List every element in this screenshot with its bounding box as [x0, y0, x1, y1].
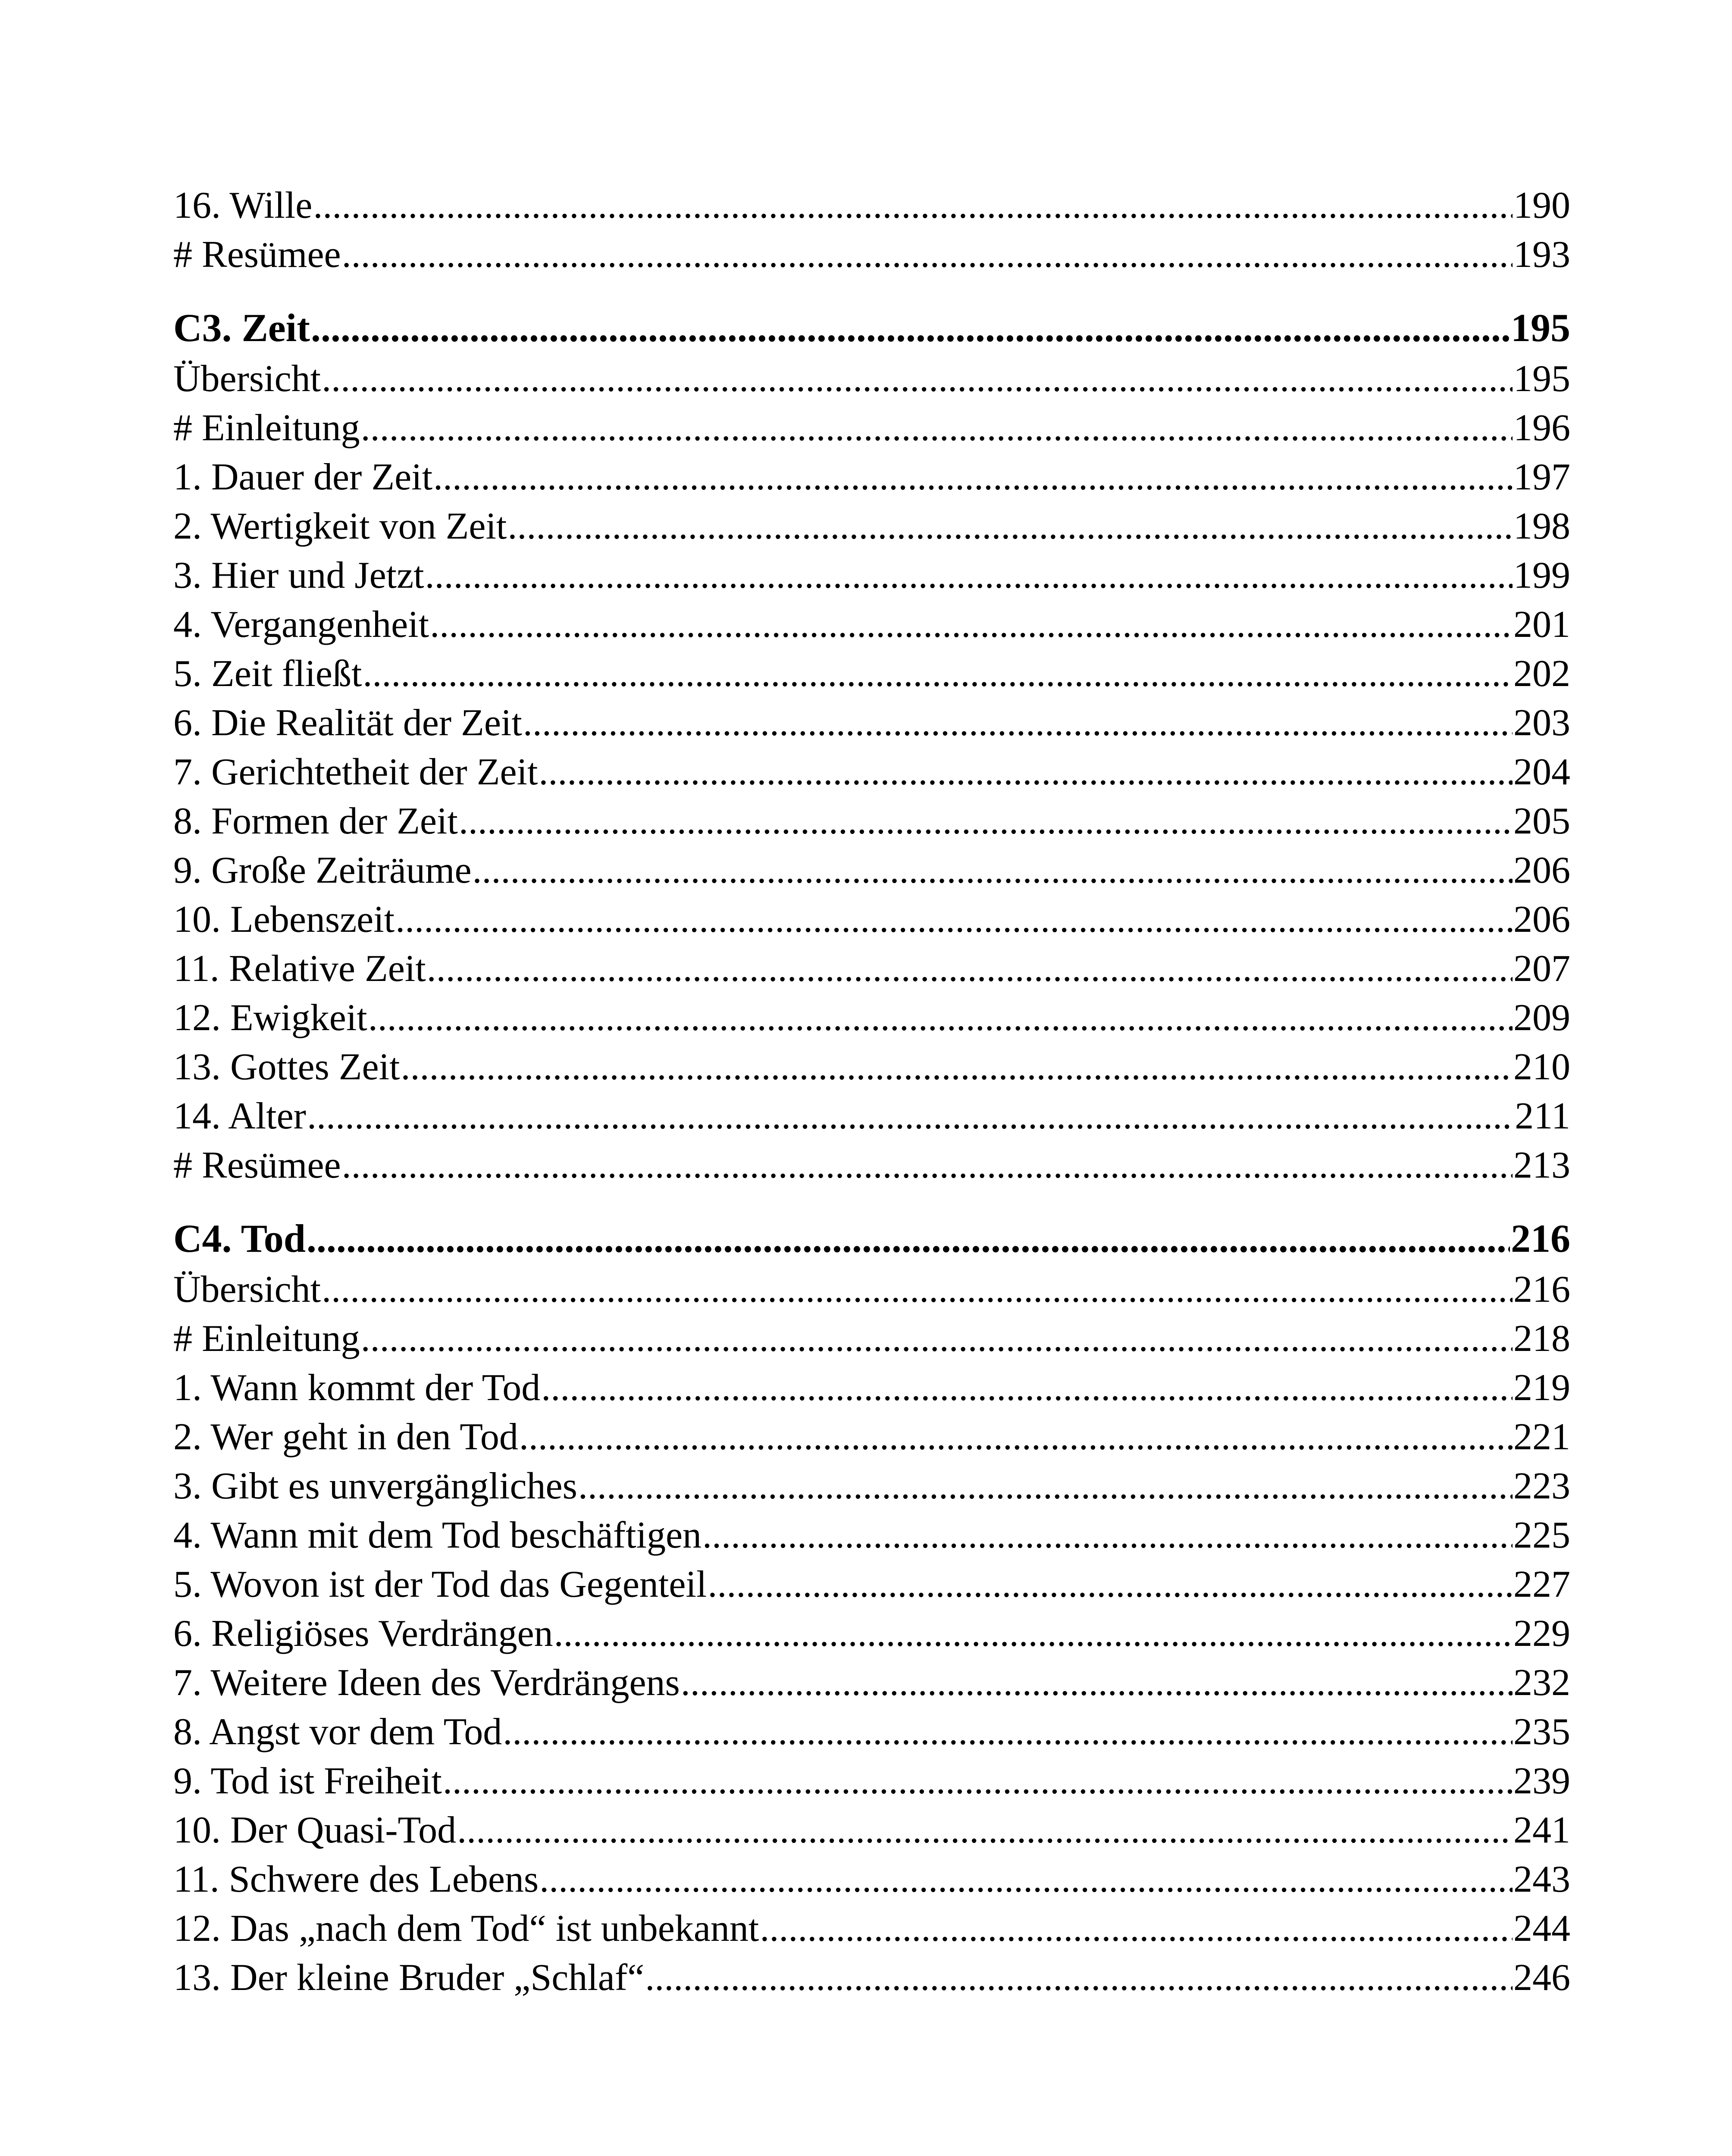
- toc-entry[interactable]: [173, 1265, 1570, 1314]
- toc-dot-leader: [539, 748, 1513, 797]
- toc-entry-title: C3. Zeit: [173, 306, 310, 350]
- toc-entry-title: 7. Gerichtetheit der Zeit: [173, 751, 538, 793]
- toc-dot-leader: [645, 1953, 1513, 2002]
- toc-entry-page-number: 219: [1513, 1367, 1570, 1409]
- toc-dot-leader: [311, 301, 1510, 354]
- toc-entry-page-number: 216: [1513, 1269, 1570, 1310]
- toc-entry-title: # Einleitung: [173, 407, 360, 449]
- toc-entry[interactable]: [173, 1363, 1570, 1413]
- toc-dot-leader: [427, 944, 1513, 993]
- toc-entry-title: 7. Weitere Ideen des Verdrängens: [173, 1662, 680, 1704]
- toc-entry-page-number: 195: [1513, 358, 1570, 400]
- toc-entry-page-number: 190: [1513, 185, 1570, 226]
- toc-entry[interactable]: [173, 748, 1570, 797]
- toc-entry[interactable]: [173, 699, 1570, 748]
- toc-entry-title: 4. Wann mit dem Tod beschäftigen: [173, 1514, 702, 1556]
- toc-entry[interactable]: [173, 230, 1570, 279]
- toc-dot-leader: [322, 1265, 1513, 1314]
- toc-entry[interactable]: [173, 1757, 1570, 1806]
- table-of-contents: [173, 181, 1570, 2002]
- toc-entry-page-number: 202: [1513, 653, 1570, 695]
- toc-entry-page-number: 225: [1513, 1514, 1570, 1556]
- toc-entry-page-number: 198: [1513, 505, 1570, 547]
- toc-entry-title: 8. Angst vor dem Tod: [173, 1711, 502, 1753]
- toc-entry-page-number: 216: [1511, 1216, 1570, 1260]
- toc-entry-page-number: 204: [1513, 751, 1570, 793]
- toc-entry[interactable]: [173, 600, 1570, 649]
- toc-dot-leader: [425, 551, 1513, 600]
- toc-entry[interactable]: [173, 1092, 1570, 1141]
- toc-entry-page-number: 218: [1513, 1318, 1570, 1360]
- toc-entry[interactable]: [173, 993, 1570, 1043]
- toc-dot-leader: [363, 649, 1513, 699]
- toc-entry-page-number: 196: [1513, 407, 1570, 449]
- toc-entry-title: 10. Der Quasi-Tod: [173, 1809, 457, 1851]
- toc-entry-title: 16. Wille: [173, 185, 313, 226]
- toc-entry-title: # Resümee: [173, 1144, 341, 1186]
- toc-entry[interactable]: [173, 649, 1570, 699]
- toc-dot-leader: [307, 1092, 1514, 1141]
- toc-entry-title: 3. Hier und Jetzt: [173, 555, 424, 596]
- toc-entry-title: 1. Wann kommt der Tod: [173, 1367, 541, 1409]
- toc-entry-page-number: 205: [1513, 800, 1570, 842]
- toc-entry-page-number: 246: [1513, 1957, 1570, 1999]
- toc-dot-leader: [430, 600, 1513, 649]
- toc-entry-title: 9. Große Zeiträume: [173, 849, 472, 891]
- toc-entry-title: 14. Alter: [173, 1095, 306, 1137]
- toc-entry[interactable]: [173, 181, 1570, 230]
- toc-dot-leader: [507, 502, 1513, 551]
- toc-entry-page-number: 193: [1513, 234, 1570, 276]
- toc-entry-page-number: 241: [1513, 1809, 1570, 1851]
- toc-dot-leader: [459, 797, 1513, 846]
- toc-entry[interactable]: [173, 944, 1570, 993]
- toc-dot-leader: [554, 1609, 1513, 1658]
- toc-entry-page-number: 213: [1513, 1144, 1570, 1186]
- toc-entry[interactable]: [173, 895, 1570, 944]
- toc-entry-title: 5. Zeit fließt: [173, 653, 362, 695]
- toc-entry-title: 11. Schwere des Lebens: [173, 1858, 539, 1900]
- toc-entry-title: Übersicht: [173, 1269, 321, 1310]
- toc-entry-title: # Resümee: [173, 234, 341, 276]
- toc-chapter-entry[interactable]: [173, 1212, 1570, 1265]
- toc-dot-leader: [702, 1511, 1513, 1560]
- toc-entry[interactable]: [173, 1806, 1570, 1855]
- toc-dot-leader: [361, 404, 1513, 453]
- toc-entry-title: 6. Religiöses Verdrängen: [173, 1613, 553, 1655]
- toc-entry-page-number: 197: [1513, 456, 1570, 498]
- toc-dot-leader: [395, 895, 1513, 944]
- toc-entry-title: C4. Tod: [173, 1216, 306, 1260]
- toc-dot-leader: [523, 699, 1513, 748]
- toc-entry-title: 6. Die Realität der Zeit: [173, 702, 522, 744]
- toc-entry-page-number: 244: [1513, 1908, 1570, 1949]
- toc-entry-title: 12. Ewigkeit: [173, 997, 367, 1039]
- toc-entry-page-number: 232: [1513, 1662, 1570, 1704]
- toc-entry-page-number: 211: [1515, 1095, 1570, 1137]
- toc-dot-leader: [539, 1855, 1513, 1904]
- toc-entry-title: 12. Das „nach dem Tod“ ist unbekannt: [173, 1908, 759, 1949]
- toc-dot-leader: [342, 230, 1513, 279]
- toc-entry-title: 3. Gibt es unvergängliches: [173, 1465, 577, 1507]
- toc-entry-title: 4. Vergangenheit: [173, 604, 429, 646]
- toc-dot-leader: [760, 1904, 1513, 1953]
- toc-entry[interactable]: [173, 1609, 1570, 1658]
- toc-entry-page-number: 195: [1511, 306, 1570, 350]
- toc-entry-title: # Einleitung: [173, 1318, 360, 1360]
- toc-entry-page-number: 206: [1513, 899, 1570, 940]
- toc-entry-page-number: 199: [1513, 555, 1570, 596]
- toc-dot-leader: [578, 1462, 1513, 1511]
- toc-dot-leader: [433, 453, 1513, 502]
- toc-entry[interactable]: [173, 1462, 1570, 1511]
- toc-entry[interactable]: [173, 404, 1570, 453]
- toc-entry[interactable]: [173, 1413, 1570, 1462]
- toc-dot-leader: [401, 1043, 1513, 1092]
- toc-entry[interactable]: [173, 1708, 1570, 1757]
- toc-entry[interactable]: [173, 551, 1570, 600]
- toc-entry-title: 5. Wovon ist der Tod das Gegenteil: [173, 1564, 707, 1605]
- toc-dot-leader: [473, 846, 1513, 895]
- toc-dot-leader: [708, 1560, 1513, 1609]
- toc-entry[interactable]: [173, 1043, 1570, 1092]
- toc-dot-leader: [361, 1314, 1513, 1363]
- toc-dot-leader: [519, 1413, 1513, 1462]
- toc-entry-title: 1. Dauer der Zeit: [173, 456, 433, 498]
- toc-entry[interactable]: [173, 1560, 1570, 1609]
- toc-dot-leader: [342, 1141, 1513, 1190]
- toc-entry[interactable]: [173, 1855, 1570, 1904]
- toc-dot-leader: [307, 1212, 1510, 1265]
- toc-entry-title: 9. Tod ist Freiheit: [173, 1760, 442, 1802]
- toc-dot-leader: [541, 1363, 1513, 1413]
- toc-entry[interactable]: [173, 1141, 1570, 1190]
- toc-dot-leader: [503, 1708, 1513, 1757]
- toc-entry-page-number: 239: [1513, 1760, 1570, 1802]
- toc-entry-page-number: 207: [1513, 948, 1570, 990]
- toc-entry[interactable]: [173, 846, 1570, 895]
- toc-entry-page-number: 221: [1513, 1416, 1570, 1458]
- toc-entry-title: 2. Wertigkeit von Zeit: [173, 505, 507, 547]
- toc-entry-page-number: 223: [1513, 1465, 1570, 1507]
- toc-entry-title: Übersicht: [173, 358, 321, 400]
- toc-entry-page-number: 206: [1513, 849, 1570, 891]
- toc-entry-title: 8. Formen der Zeit: [173, 800, 458, 842]
- toc-entry[interactable]: [173, 354, 1570, 404]
- toc-dot-leader: [443, 1757, 1513, 1806]
- toc-entry-title: 13. Gottes Zeit: [173, 1046, 400, 1088]
- toc-dot-leader: [368, 993, 1513, 1043]
- toc-dot-leader: [457, 1806, 1513, 1855]
- toc-entry[interactable]: [173, 1314, 1570, 1363]
- toc-entry-page-number: 235: [1513, 1711, 1570, 1753]
- toc-entry[interactable]: [173, 797, 1570, 846]
- toc-entry[interactable]: [173, 1511, 1570, 1560]
- toc-entry-title: 11. Relative Zeit: [173, 948, 426, 990]
- toc-entry-title: 10. Lebenszeit: [173, 899, 395, 940]
- toc-entry-page-number: 227: [1513, 1564, 1570, 1605]
- toc-entry-page-number: 210: [1513, 1046, 1570, 1088]
- toc-dot-leader: [322, 354, 1513, 404]
- toc-entry[interactable]: [173, 1953, 1570, 2002]
- toc-entry-page-number: 209: [1513, 997, 1570, 1039]
- toc-entry[interactable]: [173, 502, 1570, 551]
- toc-dot-leader: [681, 1658, 1513, 1708]
- toc-entry-title: 13. Der kleine Bruder „Schlaf“: [173, 1957, 645, 1999]
- toc-entry-page-number: 203: [1513, 702, 1570, 744]
- toc-entry-page-number: 229: [1513, 1613, 1570, 1655]
- toc-entry[interactable]: [173, 1658, 1570, 1708]
- toc-entry[interactable]: [173, 453, 1570, 502]
- toc-entry-page-number: 201: [1513, 604, 1570, 646]
- toc-entry[interactable]: [173, 1904, 1570, 1953]
- toc-entry-page-number: 243: [1513, 1858, 1570, 1900]
- toc-entry-title: 2. Wer geht in den Tod: [173, 1416, 518, 1458]
- toc-dot-leader: [313, 181, 1513, 230]
- toc-chapter-entry[interactable]: [173, 301, 1570, 354]
